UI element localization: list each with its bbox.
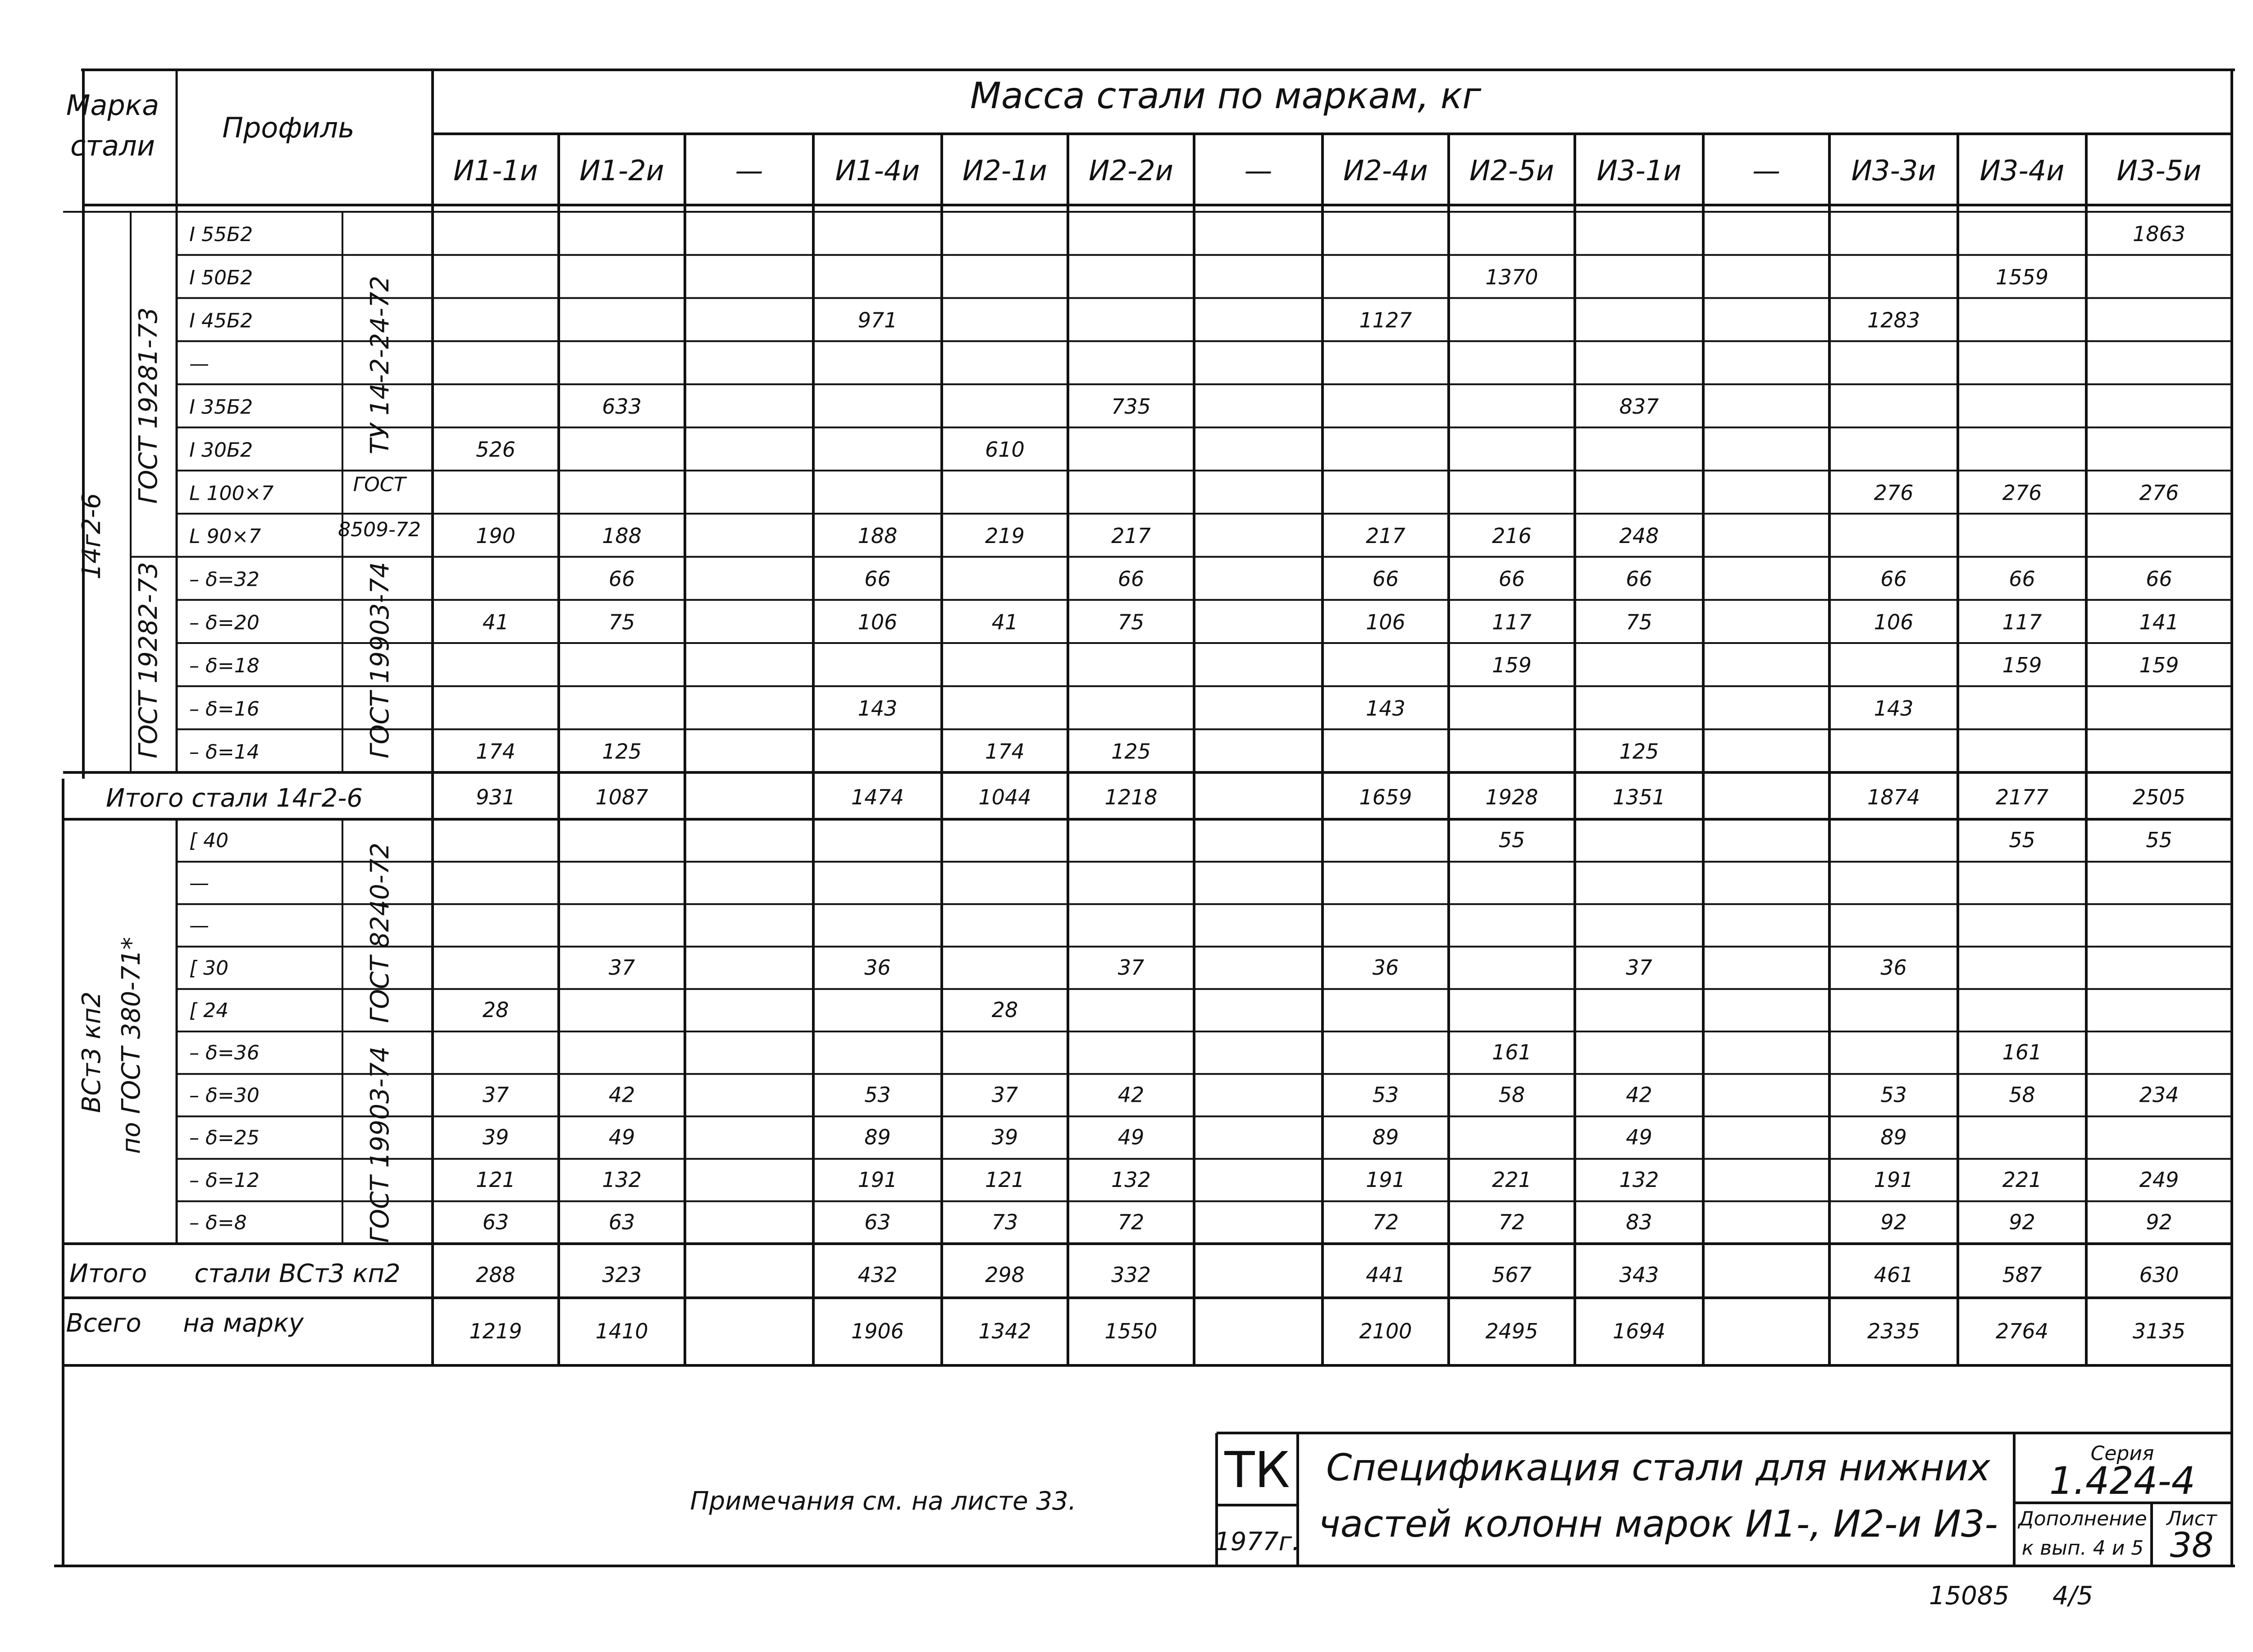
drawing-title-line2: частей колонн марок И1-, И2-и И3-: [1318, 1503, 1998, 1546]
tk-mark: ТК: [1224, 1441, 1290, 1499]
value-cell: 89: [1880, 1125, 1907, 1150]
drawing-title-line1: Спецификация стали для нижних: [1326, 1447, 1990, 1489]
value-cell: 191: [1366, 1167, 1405, 1192]
total-vst3-value: 323: [602, 1263, 642, 1287]
value-cell: 75: [1117, 610, 1145, 634]
value-cell: 55: [1498, 828, 1525, 853]
table-row: [189, 998, 1018, 1022]
total-vst3-value: 298: [985, 1263, 1025, 1287]
grand-total-value: 1550: [1104, 1319, 1158, 1343]
value-cell: 276: [2139, 480, 2179, 505]
grand-total-value: 2495: [1485, 1319, 1538, 1343]
value-cell: 1370: [1485, 265, 1538, 289]
value-cell: 106: [1366, 610, 1405, 634]
value-cell: 174: [476, 739, 515, 764]
value-cell: 125: [1619, 739, 1659, 764]
value-cell: 217: [1111, 523, 1151, 548]
grand-total-value: 3135: [2132, 1319, 2186, 1343]
value-cell: 143: [857, 696, 898, 721]
tu-label: ТУ 14-2-24-72: [365, 275, 395, 455]
total-vst3-value: 587: [2002, 1263, 2042, 1287]
total-vst3-value: 332: [1111, 1263, 1151, 1287]
value-cell: 971: [857, 308, 898, 333]
value-cell: 117: [1492, 610, 1532, 634]
value-cell: 1127: [1359, 308, 1412, 333]
column-header-1: И1-1и: [453, 154, 538, 187]
value-cell: 63: [608, 1209, 635, 1234]
grand-total-label-b: на марку: [183, 1309, 304, 1338]
value-cell: 41: [991, 610, 1018, 634]
total-14g2-value: 1659: [1359, 785, 1412, 809]
profile-cell: – δ=20: [189, 611, 260, 634]
value-cell: 66: [1626, 566, 1652, 591]
profile-cell: – δ=12: [189, 1168, 260, 1192]
total-14g2-value: 2177: [1995, 785, 2049, 809]
column-header-6: И2-2и: [1089, 154, 1173, 187]
value-cell: 58: [1498, 1082, 1525, 1107]
gost-19903-label-b: ГОСТ 19903-74: [365, 1046, 395, 1243]
table-row: [189, 1040, 2042, 1064]
value-cell: 191: [857, 1167, 898, 1192]
sheet-label: Лист: [2166, 1507, 2217, 1530]
value-cell: 143: [1874, 696, 1914, 721]
gost-19281-label: ГОСТ 19281-73: [134, 307, 163, 504]
column-header-7: —: [1244, 154, 1272, 187]
value-cell: 63: [482, 1209, 509, 1234]
total-vst3-label-b: стали ВСт3 кп2: [194, 1259, 401, 1288]
profile-cell: I 35Б2: [189, 395, 253, 419]
value-cell: 63: [864, 1209, 891, 1234]
value-cell: 55: [2009, 828, 2035, 853]
value-cell: 159: [1492, 653, 1532, 678]
value-cell: 106: [1874, 610, 1914, 634]
total-14g2-value: 931: [476, 785, 515, 809]
profile-cell: L 100×7: [189, 482, 274, 505]
value-cell: 39: [991, 1125, 1018, 1150]
profile-cell: I 30Б2: [189, 438, 253, 462]
grand-total-value: 1342: [978, 1319, 1031, 1343]
profile-cell: – δ=25: [189, 1126, 260, 1150]
archive-code: 15085: [1929, 1581, 2010, 1611]
value-cell: 36: [1880, 955, 1907, 980]
gost-19903-label-a: ГОСТ 19903-74: [365, 562, 395, 758]
value-cell: 174: [985, 739, 1025, 764]
value-cell: 92: [1880, 1209, 1907, 1234]
total-vst3-value: 441: [1366, 1263, 1405, 1287]
value-cell: 141: [2139, 610, 2179, 634]
column-headers: [453, 154, 2201, 187]
value-cell: 132: [1619, 1167, 1659, 1192]
value-cell: 55: [2146, 828, 2172, 853]
table-row: [189, 394, 1659, 419]
gost-19282-label: ГОСТ 19282-73: [134, 562, 163, 758]
gost-8509-line1: ГОСТ: [353, 473, 406, 496]
value-cell: 73: [991, 1209, 1018, 1234]
gost-8509-line2: 8509-72: [338, 518, 421, 541]
value-cell: 37: [1117, 955, 1145, 980]
table-row: [189, 222, 2185, 246]
gost-8240-label: ГОСТ 8240-72: [365, 842, 395, 1023]
value-cell: 58: [2009, 1082, 2035, 1107]
profile-cell: – δ=36: [189, 1041, 260, 1065]
value-cell: 37: [608, 955, 635, 980]
value-cell: 143: [1366, 696, 1405, 721]
value-cell: 66: [1117, 566, 1145, 591]
value-cell: 234: [2139, 1082, 2179, 1107]
value-cell: 42: [1626, 1082, 1652, 1107]
steel-grade-vst3-line1: ВСт3 кп2: [77, 991, 106, 1113]
profile-cell: – δ=30: [189, 1084, 260, 1107]
profile-cell: L 90×7: [189, 525, 261, 548]
profile-cell: —: [189, 872, 209, 895]
value-cell: 53: [864, 1082, 891, 1107]
grand-total-value: 2335: [1867, 1319, 1920, 1343]
value-cell: 37: [482, 1082, 509, 1107]
total-14g2-value: 1351: [1612, 785, 1666, 809]
profile-cell: [ 24: [189, 999, 229, 1022]
profile-cell: I 55Б2: [189, 223, 253, 246]
total-14g2-value: 1044: [978, 785, 1031, 809]
grand-total-value: 1219: [469, 1319, 522, 1343]
value-cell: 49: [1117, 1125, 1145, 1150]
column-header-2: И1-2и: [579, 154, 664, 187]
value-cell: 188: [602, 523, 642, 548]
sheet-number: 38: [2170, 1525, 2214, 1565]
value-cell: 28: [991, 997, 1018, 1022]
value-cell: 92: [2009, 1209, 2035, 1234]
value-cell: 72: [1372, 1209, 1399, 1234]
value-cell: 188: [857, 523, 898, 548]
value-cell: 610: [985, 437, 1025, 462]
value-cell: 106: [857, 610, 898, 634]
value-cell: 28: [482, 997, 509, 1022]
value-cell: 217: [1366, 523, 1405, 548]
value-cell: 53: [1372, 1082, 1399, 1107]
profile-cell: – δ=32: [189, 568, 260, 591]
footer-note: Примечания см. на листе 33.: [690, 1487, 1076, 1516]
column-header-12: И3-3и: [1851, 154, 1936, 187]
profile-cell: I 45Б2: [189, 309, 253, 333]
value-cell: 39: [482, 1125, 509, 1150]
value-cell: 219: [985, 523, 1025, 548]
value-cell: 89: [864, 1125, 891, 1150]
profile-cell: – δ=16: [189, 697, 260, 721]
value-cell: 216: [1492, 523, 1532, 548]
value-cell: 49: [608, 1125, 635, 1150]
value-cell: 75: [1626, 610, 1652, 634]
table-row: [189, 480, 2179, 505]
grand-total: [66, 1309, 2185, 1343]
value-cell: 161: [1492, 1040, 1532, 1065]
addition-line2: к вып. 4 и 5: [2021, 1537, 2144, 1560]
column-header-8: И2-4и: [1343, 154, 1428, 187]
total-vst3-value: 461: [1874, 1263, 1914, 1287]
header: [66, 75, 1482, 162]
profile-cell: —: [189, 914, 209, 937]
table-row: [189, 308, 1920, 332]
column-header-4: И1-4и: [835, 154, 920, 187]
value-cell: 526: [476, 437, 515, 462]
table-row: [189, 610, 2179, 634]
year-mark: 1977г.: [1214, 1527, 1300, 1556]
value-cell: 276: [2002, 480, 2042, 505]
value-cell: 248: [1619, 523, 1659, 548]
table-row: [189, 1082, 2179, 1107]
series-label: Серия: [2090, 1442, 2154, 1465]
value-cell: 249: [2139, 1167, 2179, 1192]
rows-14g2: [189, 222, 2185, 763]
column-header-3: —: [735, 154, 763, 187]
total-14g2-value: 1474: [851, 785, 904, 809]
profile-cell: [ 30: [189, 956, 229, 980]
total-14g2-value: 2505: [2132, 785, 2186, 809]
column-header-11: —: [1752, 154, 1780, 187]
table-row: [189, 955, 1907, 980]
value-cell: 49: [1626, 1125, 1652, 1150]
archive-code-2: 4/5: [2052, 1581, 2093, 1611]
total-vst3-value: 432: [857, 1263, 898, 1287]
table-row: [189, 1210, 2172, 1234]
profile-cell: – δ=8: [189, 1211, 247, 1234]
value-cell: 72: [1117, 1209, 1145, 1234]
total-14g2-value: 1218: [1104, 785, 1158, 809]
value-cell: 66: [2146, 566, 2172, 591]
profile-cell: – δ=14: [189, 740, 260, 764]
value-cell: 66: [1372, 566, 1399, 591]
value-cell: 190: [476, 523, 515, 548]
value-cell: 66: [1880, 566, 1907, 591]
value-cell: 1863: [2132, 222, 2186, 246]
value-cell: 53: [1880, 1082, 1907, 1107]
value-cell: 42: [1117, 1082, 1145, 1107]
total-14g2-label: Итого стали 14г2-6: [105, 784, 363, 813]
profile-cell: – δ=18: [189, 654, 260, 678]
table-row: [189, 567, 2172, 591]
value-cell: 633: [602, 394, 642, 419]
grand-total-value: 1694: [1612, 1319, 1666, 1343]
value-cell: 83: [1626, 1209, 1652, 1234]
total-vst3-value: 288: [476, 1263, 515, 1287]
total-14g2-value: 1874: [1867, 785, 1920, 809]
value-cell: 1283: [1867, 308, 1920, 333]
value-cell: 161: [2002, 1040, 2042, 1065]
value-cell: 72: [1498, 1209, 1525, 1234]
column-header-10: И3-1и: [1596, 154, 1682, 187]
value-cell: 837: [1619, 394, 1659, 419]
total-14g2: [106, 784, 2185, 813]
table-row: [189, 872, 209, 894]
table-row: [189, 914, 209, 937]
total-vst3: [69, 1259, 2179, 1288]
header-marka-line2: стали: [70, 129, 155, 162]
total-vst3-value: 343: [1619, 1263, 1659, 1287]
value-cell: 36: [864, 955, 891, 980]
table-row: [189, 696, 1913, 721]
value-cell: 125: [602, 739, 642, 764]
value-cell: 66: [2009, 566, 2035, 591]
value-cell: 37: [991, 1082, 1018, 1107]
table-row: [189, 739, 1659, 763]
grand-total-value: 1410: [595, 1319, 648, 1343]
value-cell: 92: [2146, 1209, 2172, 1234]
grand-total-value: 2100: [1359, 1319, 1412, 1343]
value-cell: 42: [608, 1082, 635, 1107]
value-cell: 221: [1492, 1167, 1532, 1192]
value-cell: 125: [1111, 739, 1151, 764]
value-cell: 276: [1874, 480, 1914, 505]
header-mass-title: Масса стали по маркам, кг: [970, 75, 1482, 117]
value-cell: 221: [2002, 1167, 2042, 1192]
total-vst3-value: 567: [1492, 1263, 1532, 1287]
header-profile: Профиль: [222, 111, 355, 144]
value-cell: 132: [1111, 1167, 1151, 1192]
series-value: 1.424-4: [2049, 1459, 2196, 1503]
value-cell: 117: [2002, 610, 2042, 634]
profile-cell: I 50Б2: [189, 266, 253, 289]
grand-total-label-a: Всего: [66, 1309, 141, 1338]
total-14g2-value: 1087: [595, 785, 648, 809]
value-cell: 66: [1498, 566, 1525, 591]
value-cell: 1559: [1995, 265, 2049, 289]
value-cell: 66: [608, 566, 635, 591]
table-row: [189, 1125, 1907, 1150]
value-cell: 132: [602, 1167, 642, 1192]
table-row: [189, 653, 2179, 677]
total-vst3-label-a: Итого: [69, 1259, 147, 1288]
column-header-14: И3-5и: [2116, 154, 2202, 187]
table-row: [189, 828, 2172, 852]
table-row: [189, 438, 1025, 462]
grand-total-value: 2764: [1995, 1319, 2049, 1343]
value-cell: 66: [864, 566, 891, 591]
value-cell: 41: [482, 610, 509, 634]
profile-cell: —: [189, 352, 209, 376]
table-row: [189, 265, 2048, 289]
value-cell: 89: [1372, 1125, 1399, 1150]
addition-line1: Дополнение: [2018, 1507, 2147, 1530]
value-cell: 75: [608, 610, 635, 634]
profile-cell: [ 40: [189, 829, 229, 853]
total-vst3-value: 630: [2139, 1263, 2179, 1287]
value-cell: 37: [1626, 955, 1652, 980]
column-header-13: И3-4и: [1979, 154, 2065, 187]
table-row: [189, 1168, 2179, 1192]
value-cell: 121: [985, 1167, 1025, 1192]
steel-grade-14g2: 14г2-6: [77, 493, 106, 580]
table-row: [189, 352, 209, 375]
title-block: [690, 1433, 2232, 1611]
value-cell: 121: [476, 1167, 515, 1192]
column-header-9: И2-5и: [1469, 154, 1554, 187]
total-14g2-value: 1928: [1485, 785, 1538, 809]
column-header-5: И2-1и: [962, 154, 1047, 187]
value-cell: 36: [1372, 955, 1399, 980]
value-cell: 735: [1111, 394, 1151, 419]
value-cell: 191: [1874, 1167, 1914, 1192]
header-marka-line1: Марка: [66, 89, 160, 122]
value-cell: 159: [2139, 653, 2179, 678]
steel-grade-vst3-line2: по ГОСТ 380-71*: [117, 937, 146, 1154]
value-cell: 159: [2002, 653, 2042, 678]
grand-total-value: 1906: [851, 1319, 904, 1343]
